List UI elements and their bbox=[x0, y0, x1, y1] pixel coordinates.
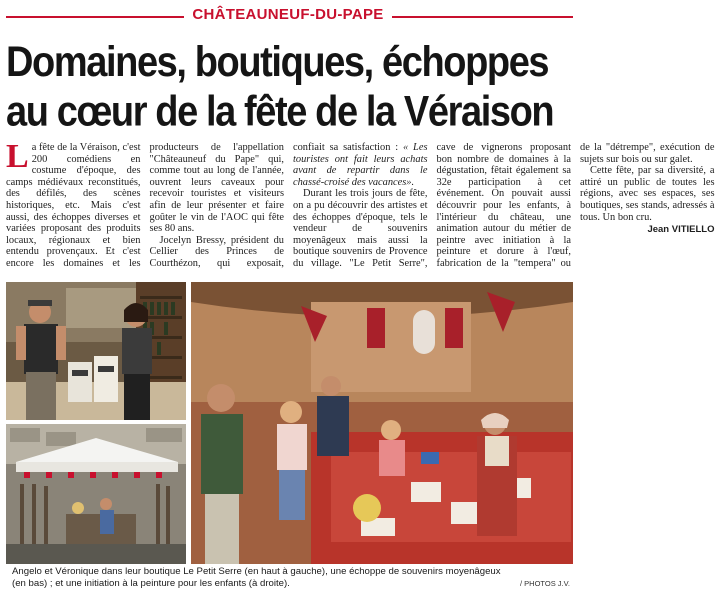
paragraph-3-text: Durant les trois jours de fête, on a pu découvrir des artistes et des échoppes d'époque, tels le vendeur de souvenirs moyenâgeux mais aussi la boutique souvenirs de Provence du village. "Le Petit Serre", cave de vignerons proposant bon nombre de domaines à la dégustation, fêtait également sa 32e participation à cet événement. On pouvait aussi découvrir pour les enfants, à l'intérieur du château, une animation autour du métier de peintre avec initiation à la peinture et dorure à l'œuf, fabrication de la "tempera" ou de la "détrempe", exécution de sujets sur bois ou sur galet. bbox=[293, 142, 715, 269]
headline-line-1: Domaines, boutiques, échoppes bbox=[6, 39, 549, 87]
quote: « Les touristes ont fait leurs achats avant de repartir dans le chassé-croisé des vacances». bbox=[293, 142, 428, 188]
photo-painting-workshop-image bbox=[191, 282, 573, 564]
photo-shop-couple bbox=[6, 282, 186, 420]
rubric-rule-left bbox=[6, 16, 184, 18]
photo-souvenir-stall-image bbox=[6, 424, 186, 564]
paragraph-4 bbox=[580, 165, 715, 236]
drop-cap: L bbox=[6, 138, 29, 175]
photo-souvenir-stall bbox=[6, 424, 186, 564]
photo-shop-couple-image bbox=[6, 282, 186, 420]
article-headline bbox=[6, 38, 574, 137]
paragraph-2-text: Jocelyn Bressy, président du Cellier des Princes de Courthézon, qui exposait, confiait sa satisfaction : bbox=[149, 142, 404, 269]
photo-painting-workshop bbox=[191, 282, 573, 564]
article-body bbox=[6, 138, 715, 274]
photo-caption: Angelo et Véronique dans leur boutique Le Petit Serre (en haut à gauche), une échoppe de souvenirs moyenâgeux (en bas) ; et une initiation à la peinture pour les enfants (à droite). bbox=[12, 566, 501, 589]
photo-credit: / PHOTOS J.V. bbox=[520, 579, 571, 588]
rubric-label: CHÂTEAUNEUF-DU-PAPE bbox=[192, 6, 384, 23]
paragraph-1-text: a fête de la Véraison, c'est 200 comédiens en costume d'époque, des camps médiévaux reconstitués, des défilés, des scènes historiques, etc. Mais c'est aussi, des échoppes diverses et variées proposant des produits locaux, régionaux et bien entendu provençaux. Et c'est encore les domaines et les producteurs de l'appellation "Châteauneuf du Pape" qui, comme tout au long de l'année, ouvrent leurs caveaux pour recevoir touristes et visiteurs afin de leur présenter et faire goûter le vin de l'AOC qui fête ses 80 ans. bbox=[6, 142, 284, 269]
headline-line-2: au cœur de la fête de la Véraison bbox=[6, 88, 554, 136]
byline: Jean VITIELLO bbox=[647, 224, 715, 236]
paragraph-4-text: Cette fête, par sa diversité, a attiré un public de toutes les régions, avec ses espaces, ses boutiques, ses stands, adressés à tous. Un bon cru. bbox=[580, 165, 715, 223]
rubric-rule-right bbox=[392, 16, 573, 18]
section-rubric bbox=[0, 6, 577, 26]
